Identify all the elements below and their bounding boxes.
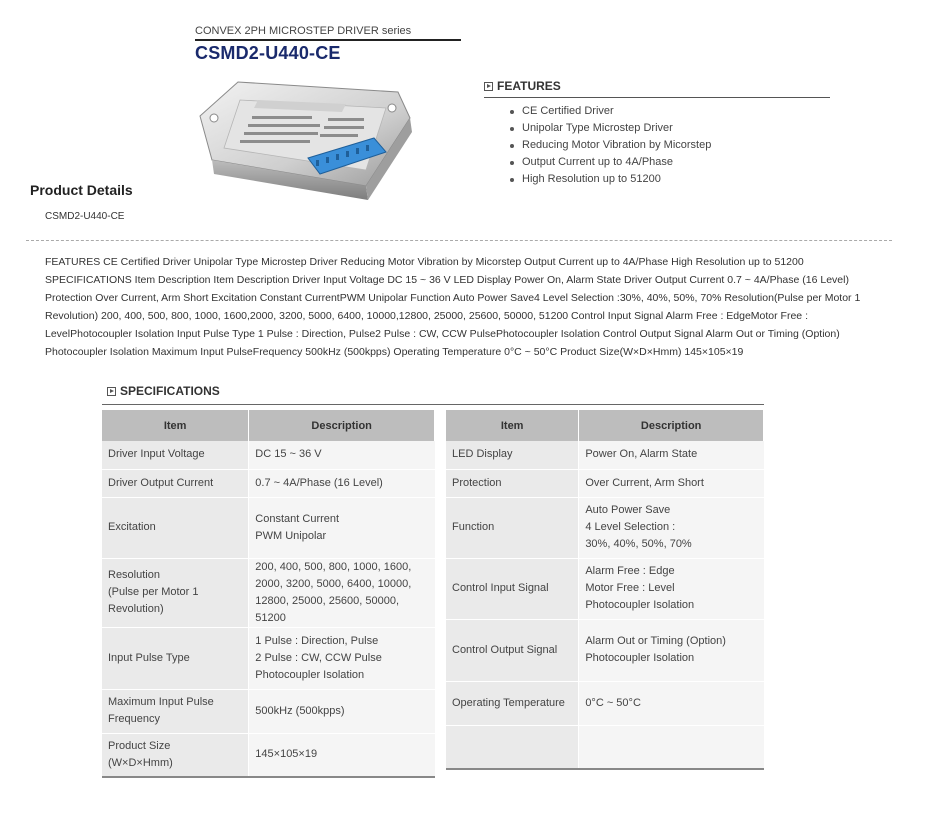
col-item-header: Item [102,410,249,441]
series-title: CONVEX 2PH MICROSTEP DRIVER series [195,25,412,37]
table-header-row [446,410,764,441]
table-row [446,497,764,558]
spec-desc: 200, 400, 500, 800, 1000, 1600, 2000, 3200, 5000, 6400, 10000, 12800, 25000, 25600, 50000, 51200 [249,558,435,627]
spec-item: Excitation [102,497,249,558]
spec-item: Protection [446,469,579,497]
col-item-header: Item [446,410,579,441]
dashed-divider [26,240,892,241]
table-row [446,619,764,681]
product-details-model: CSMD2-U440-CE [45,211,125,222]
spec-item: Function [446,497,579,558]
spec-item: Driver Output Current [102,469,249,497]
table-row [102,558,435,627]
feature-item: Reducing Motor Vibration by Micorstep [509,137,711,154]
spec-table-left [102,410,435,778]
table-row [446,725,764,769]
col-desc-header: Description [579,410,764,441]
features-rule [484,97,830,98]
table-row [102,627,435,689]
table-row [102,689,435,733]
specifications-rule [102,404,764,405]
specifications-heading [107,384,220,398]
table-header-row [102,410,435,441]
feature-item: High Resolution up to 51200 [509,171,711,188]
series-rule [195,39,461,41]
product-image [196,78,422,224]
spec-desc: 0.7 ~ 4A/Phase (16 Level) [249,469,435,497]
spec-desc: 500kHz (500kpps) [249,689,435,733]
spec-desc: Alarm Out or Timing (Option) Photocoupler Isolation [579,619,764,681]
spec-desc: 1 Pulse : Direction, Pulse 2 Pulse : CW, CCW Pulse Photocoupler Isolation [249,627,435,689]
spec-desc: Power On, Alarm State [579,441,764,469]
spec-desc: 0°C ~ 50°C [579,681,764,725]
spec-item: Product Size (W×D×Hmm) [102,733,249,777]
spec-table-right [446,410,764,770]
col-desc-header: Description [249,410,435,441]
product-details-title: Product Details [30,182,133,198]
table-row [102,733,435,777]
spec-item: Control Output Signal [446,619,579,681]
feature-item: Output Current up to 4A/Phase [509,154,711,171]
product-summary-text: FEATURES CE Certified Driver Unipolar Type Microstep Driver Reducing Motor Vibration by Micorstep Output Current up to 4A/Phase High Resolution up to 51200 SPECIFICATIONS Item Description Item Description Driver Input Voltage DC 15 ~ 36 V LED Display Power On, Alarm State Driver Output Current 0.7 ~ 4A/Phase (16 Level) Protection Over Current, Arm Short Excitation Constant CurrentPWM Unipolar Function Auto Power Save4 Level Selection :30%, 40%, 50%, 70% Resolution(Pulse per Motor 1 Revolution) 200, 400, 500, 800, 1000, 1600,2000, 3200, 5000, 6400, 10000,12800, 25000, 25600, 50000, 51200 Control Input Signal Alarm Free : EdgeMotor Free : LevelPhotocoupler Isolation Input Pulse Type 1 Pulse : Direction, Pulse2 Pulse : CW, CCW PulsePhotocoupler Isolation Control Output Signal Alarm Out or Timing (Option) Photocoupler Isolation Maximum Input PulseFrequency 500kHz (500kpps) Operating Temperature 0°C ~ 50°C Product Size(W×D×Hmm) 145×105×19 [45,256,861,358]
feature-item: Unipolar Type Microstep Driver [509,120,711,137]
table-row [102,497,435,558]
feature-item: CE Certified Driver [509,103,711,120]
spec-item: Resolution (Pulse per Motor 1 Revolution) [102,558,249,627]
spec-desc [579,725,764,769]
features-title: FEATURES [497,79,561,93]
features-list [509,103,711,188]
table-row [446,469,764,497]
spec-item: Driver Input Voltage [102,441,249,469]
spec-item: Maximum Input Pulse Frequency [102,689,249,733]
spec-item [446,725,579,769]
spec-item: Input Pulse Type [102,627,249,689]
spec-desc: Constant Current PWM Unipolar [249,497,435,558]
spec-desc: Auto Power Save 4 Level Selection : 30%, 40%, 50%, 70% [579,497,764,558]
table-row [102,469,435,497]
heading-arrow-icon [107,387,116,396]
spec-desc: Alarm Free : Edge Motor Free : Level Photocoupler Isolation [579,558,764,619]
spec-item: Operating Temperature [446,681,579,725]
spec-item: Control Input Signal [446,558,579,619]
specifications-title: SPECIFICATIONS [120,384,220,398]
table-row [102,441,435,469]
spec-desc: Over Current, Arm Short [579,469,764,497]
heading-arrow-icon [484,82,493,91]
model-title: CSMD2-U440-CE [195,43,341,63]
table-row [446,681,764,725]
table-row [446,441,764,469]
table-row [446,558,764,619]
spec-item: LED Display [446,441,579,469]
features-heading [484,79,561,93]
spec-desc: 145×105×19 [249,733,435,777]
spec-desc: DC 15 ~ 36 V [249,441,435,469]
